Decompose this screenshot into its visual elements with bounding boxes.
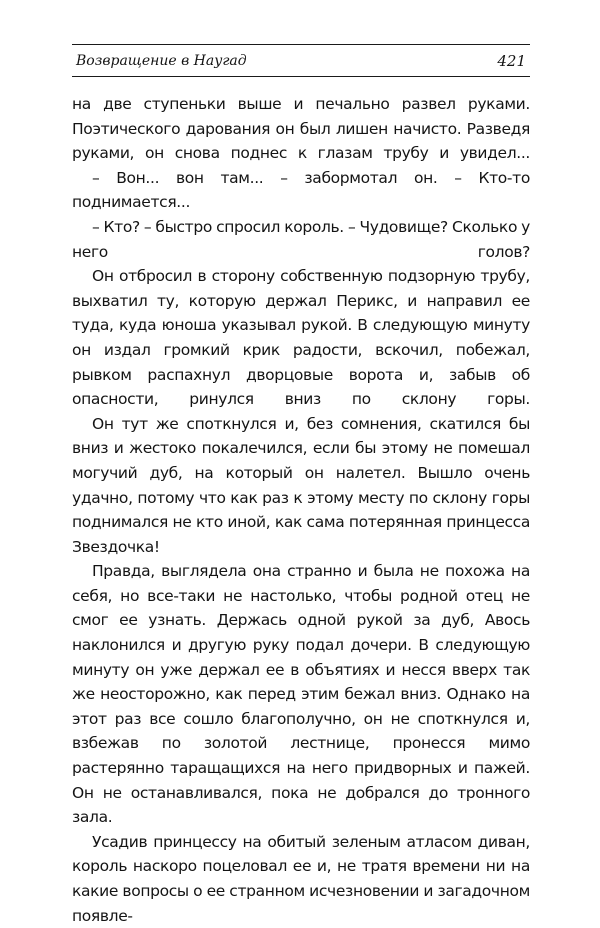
paragraph: Правда, выглядела она странно и была не похожа на себя, но все-таки не настолько, чтобы родной отец не смог ее узнать. Держась одной рукой за дуб, Авось наклонился и другую руку подал дочери. В следующую минуту он уже держал ее в объятиях и несся вверх так же неосторожно, как перед этим бежал вниз. Однако на этот раз все сошло благополучно, он не споткнулся и, взбежав по золотой лестнице, пронесся мимо растерянно таращащихся на него придворных и пажей. Он не останавливался, пока не добрался до тронного зала.: [72, 562, 530, 827]
body-text: [72, 92, 530, 928]
running-title: Возвращение в Наугад: [76, 53, 247, 69]
page-number: 421: [497, 52, 526, 70]
running-head: [72, 49, 530, 73]
paragraph: Он тут же споткнулся и, без сомнения, скатился бы вниз и жестоко покалечился, если бы этому не помешал могучий дуб, на который он налетел. Вышло очень удачно, потому что как раз к этому месту по склону горы поднимался не кто иной, как сама потерянная принцесса Звездочка!: [72, 414, 530, 556]
header-top-rule: [72, 44, 530, 45]
paragraph: – Кто? – быстро спросил король. – Чудовище? Сколько у него голов?: [72, 217, 530, 261]
header-bottom-rule: [72, 76, 530, 77]
paragraph: – Вон... вон там... – забормотал он. – Кто-то поднимается...: [72, 168, 530, 212]
paragraph: на две ступеньки выше и печально развел руками. Поэтического дарования он был лишен начисто. Разведя руками, он снова поднес к глазам трубу и увидел...: [72, 95, 530, 163]
paragraph: Он отбросил в сторону собственную подзорную трубу, выхватил ту, которую держал Перикс, и направил ее туда, куда юноша указывал рукой. В следующую минуту он издал громкий крик радости, вскочил, побежал, рывком распахнул дворцовые ворота и, забыв об опасности, ринулся вниз по склону горы.: [72, 267, 530, 409]
paragraph: Усадив принцессу на обитый зеленым атласом диван, король наскоро поцеловал ее и, не тратя времени ни на какие вопросы о ее странном исчезновении и загадочном появле-: [72, 832, 530, 925]
